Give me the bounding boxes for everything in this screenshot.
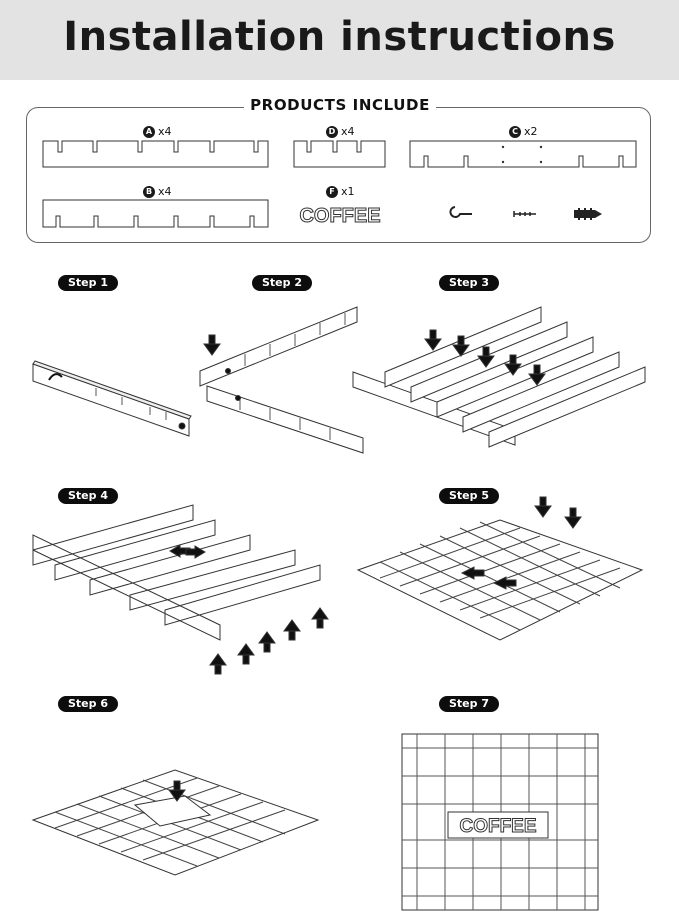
step-1-diagram — [33, 361, 191, 436]
step-5-label: Step 5 — [439, 488, 499, 504]
step-3-diagram — [353, 307, 645, 447]
part-quantity: x4 — [158, 185, 172, 198]
step-2-label: Step 2 — [252, 275, 312, 291]
part-letter-badge: C — [509, 126, 521, 138]
part-letter-badge: B — [143, 186, 155, 198]
step-1-label: Step 1 — [58, 275, 118, 291]
step-3-label: Step 3 — [439, 275, 499, 291]
step-6-label: Step 6 — [58, 696, 118, 712]
part-quantity: x2 — [524, 125, 538, 138]
part-quantity: x1 — [341, 185, 355, 198]
part-quantity: x4 — [158, 125, 172, 138]
products-heading: PRODUCTS INCLUDE — [244, 96, 436, 114]
step-6-diagram — [33, 770, 318, 875]
step-5-diagram — [358, 497, 642, 640]
part-letter-badge: D — [326, 126, 338, 138]
part-letter-badge: F — [326, 186, 338, 198]
step-4-label: Step 4 — [58, 488, 118, 504]
part-letter-badge: A — [143, 126, 155, 138]
part-quantity: x4 — [341, 125, 355, 138]
coffee-sign-part: COFFEE — [299, 205, 381, 227]
step-7-label: Step 7 — [439, 696, 499, 712]
coffee-sign-installed: COFFEE — [459, 816, 537, 837]
step-4-diagram — [33, 505, 328, 674]
page-title: Installation instructions — [63, 14, 616, 60]
step-2-diagram — [200, 307, 363, 453]
